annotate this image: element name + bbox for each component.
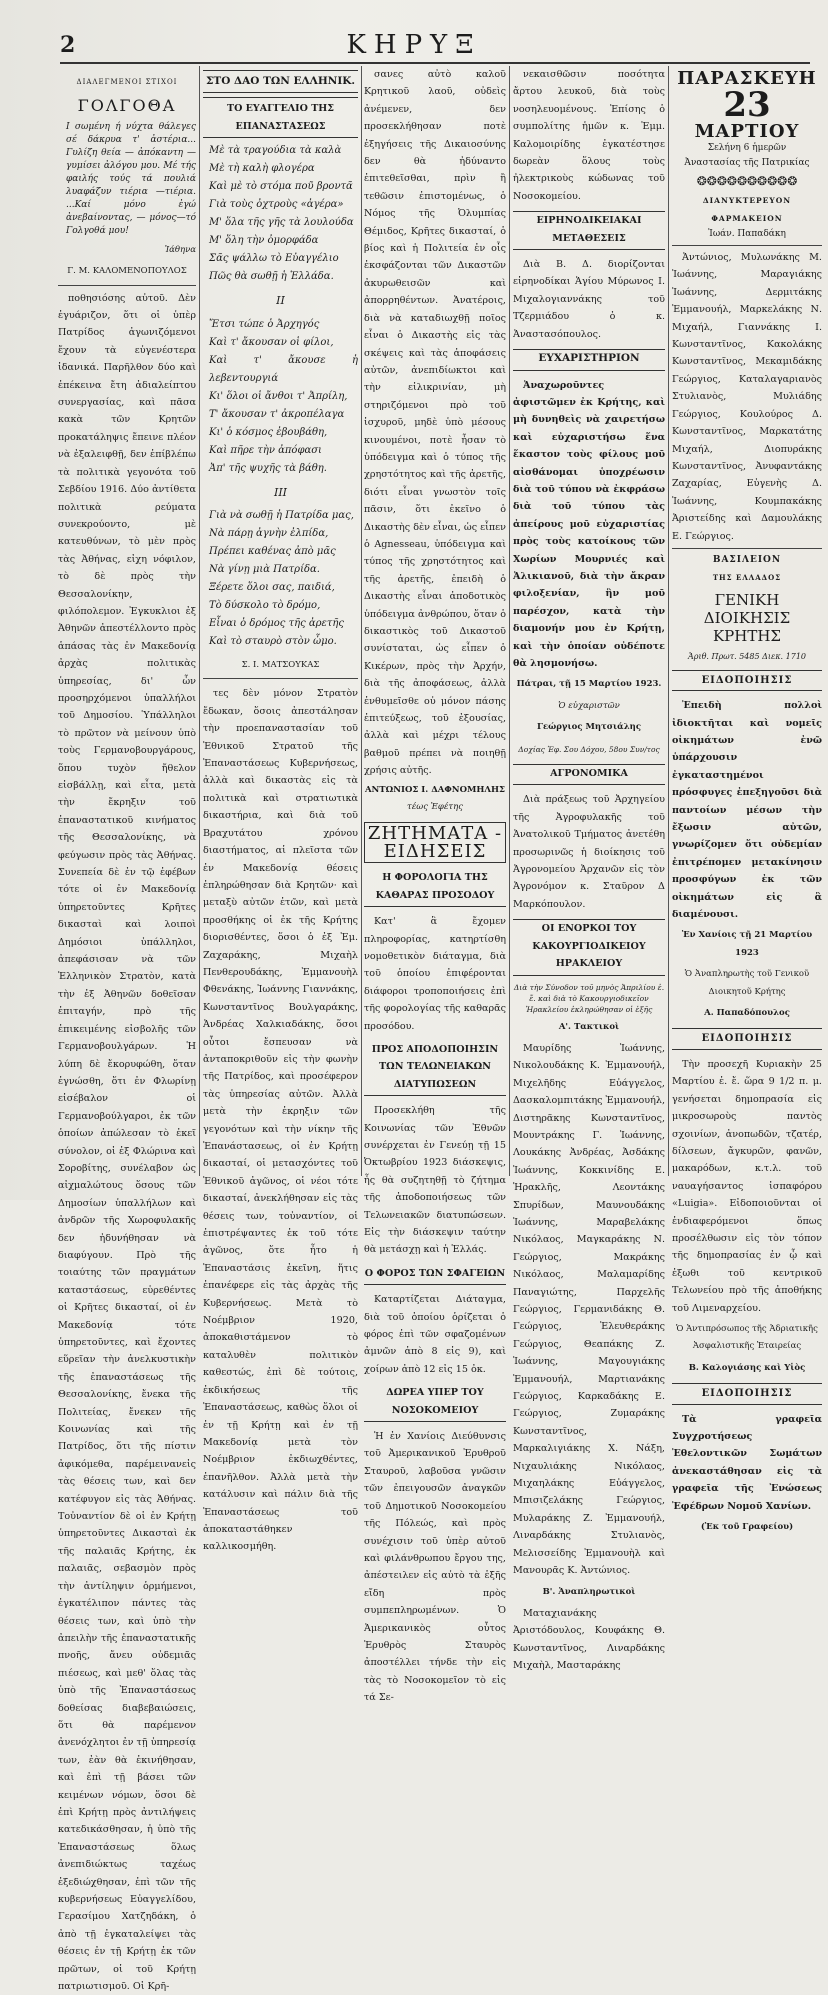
news-head: Ο ΦΟΡΟΣ ΤΩΝ ΣΦΑΓΕΙΩΝ [364,1265,506,1285]
news-body: Διὰ πράξεως τοῦ Ἀρχηγείου τῆς Ἀγροφυλακῆς τοῦ Ἀνατολικοῦ Τμήματος ἀνετέθη προσωρινῶς ἡ διοίκησις τοῦ Ἀγρονομείου Ἀρχανῶν εἰς τὸν Ἀγρονόμον κ. Σταῦρον Δ Μαρκόπουλον. [513,794,665,910]
section-header: ΣΤΟ ΔΑΟ ΤΩΝ ΕΛΛΗΝΙΚ. [203,70,358,93]
notice-head: ΕΙΔΟΠΟΙΗΣΙΣ [672,1383,822,1404]
news-note: Διὰ τὴν Σύνοδον τοῦ μηνὸς Ἀπριλίου ἐ. ἔ. καὶ διὰ τὸ Κακουργιοδικεῖον Ἡρακλείου ἐκληρώθησαν οἱ ἑξῆς [513,982,665,1014]
pharmacy-name: Ἰωάν. Παπαδάκη [708,229,786,240]
column-3 [364,66,506,1704]
article-body: ποθησιόσης αὐτοῦ. Δὲν ἐγυάριζον, ὅτι οἱ ὑπὲρ Πατρίδος ἀγωνιζόμενοι ἔχουν τὰ εὐγενέστερα ἰδανικά. Παρῆλθον δύο καὶ ἐπέκεινα ἔτη ἀδιαλείπτου συνεργασίας, καὶ πᾶσα κακὰ τῶν Κρητῶν προκατάληψις ἔπεινε πλέον νὰ ἐξαλειφθῇ, δεν ἐπίβλέπω τὰ πολιτικὰ γεγονότα τοῦ Σεβδίου 1916. Δύο ἀντίθετα πολιτικὰ ρεύματα συνεκρούοντο, μὲ κατευθύνων, τὸ μὲν πρὸς τὰς Ἀθήνας, εἰχη νόφιλον, τὸ δὲ πρὸς τὴν Θεσσαλονίκην, φιλόπολεμον. Ἐγκυκλιοι ἐξ Ἀθηνῶν ἀπεστέλλοντο πρὸς ἁπάσας τὰς ἐν Μακεδονίᾳ ἀρχὰς πολιτικὰς ὑπηρεσίας, δι' ὧν προσηρχόμενοι ὑπαλλήλοι τοῦ Δημοσίου. Ὑπάλληλοι τὸ πρῶτον νὰ μείνουν ὑπὸ τοὺς Γερμανοβουργάρους, ὅπου τυχὸν ἤθελον εἰσβάλλῃ, καὶ εἶτα, μετὰ τὴν ἔκρηξιν τοῦ ἐπαναστατικοῦ κινήματος τῆς Θεσσαλονίκης, νὰ φεύγωσιν πρὸς τὰς Ἀθήνας. Συνεπεία δὲ ἐν τῷ ἐφέβων τότε οἱ ἐν Μακεδονίᾳ ὑπηρετοῦντες Κρῆτες δικασταὶ καὶ λοιποὶ Δημόσιοι ὑπάλληλοι, ἀπεφάσισαν νὰ τῶν Ἑλληνικὸν Στρατὸν, κατὰ τὴν ἐξ Ἀθηνῶν δοθεῖσαν ἐπιταγήν, πρὸ τῆς ἐπικειμένης εἰσβολῆς τῶν Γερμανοβουλγάρων. Ἡ λύπη δὲ ἔκορυφώθη, ὅταν ἐγνώσθη, ὅτι ἐν Φλωρίνῃ εἰσέβαλον οἱ Γερμανοβούλγαροι, ἐκ τῶν ὁποίων ἀπώλεσαν τὸ ἐκεῖ σύνολον, οἱ ἐξ Φλώρινα καὶ Σοροβίτης, συνέλαβον ὡς αἰχμαλώτους ὅσους τῶν Δημοσίων ὑπαλλήλων καὶ ἀνδρῶν τῆς Χωροφυλακῆς δεν ἠδυνήθησαν νὰ διαφύγουν. Πρὸ τῆς τοιαύτης τῶν πραγμάτων καταστάσεως, εὑρεθέντες οἱ Κρῆτες δικασταί, οἱ ἐν Μακεδονίᾳ τότε ὑπηρετοῦντες, καὶ ἔχοντες εὕρεῖαν τὴν ἀνελκυστικὴν τῆς ἐπαναστάσεως τῆς Θεσσαλονίκης, ἔνεκα τῆς Πολιτείας, ἔνεκεν τῆς Κοινωνίας καὶ τῆς Πατρίδος, ὅτι τῆς πίστιν ἀφικόμεθα, παρέμεινανεἰς τὰς θέσεις των, καὶ δεν κατέφυγον εἰς τὰς Ἀθήνας. Τοὐναντίον δὲ οἱ ἐν Κρήτῃ ὑπηρετοῦντες Δικασταὶ ἐκ τῆς παλαιᾶς Κρήτης, ἐκ παλαιᾶς, σεβασμὸν πρὸς τὴν ἀντίληψιν ὁρμήμενοι, ἐγκατέλιπον πάντες τὰς θέσεις των, καὶ ὑπὸ τὴν ἀπειλὴν τῆς ἐπαναστατικῆς πνοῆς, ἄνευ οὐδεμιᾶς πιέσεως, καὶ μεθ' ὅλας τὰς ὑπὸ τῆς Ἐπαναστάσεως δοθείσας διαβεβαιώσεις, ὅτι θὰ παρέμενον ἀνενόχλητοι ἐν τῇ ὑπηρεσίᾳ των, ἐὰν θὰ ἐκινήθησαν, καὶ ἐπὶ τῇ βάσει τῶν κειμένων νόμων, ὅσοι δὲ ἐπὶ Κρήτῃ πρὸς ἀντιλήψεις κατεδικάσθησαν, ἡ ὑπὸ τῆς Ἐπαναστάσεως ὅλως ἀνεπιδιώκτως ταχέως ἐξεδιώχθησαν, ἐπὶ τῶν τῆς κυβερνήσεως Εὐαγγελίδου, Γερασίμου Χατζηδάκη, ὁ ἀπὸ τῇ ἐγκαταλείψει τὰς θέσεις ἐν τῇ Κρήτῃ ἐκ τῶν πρῶτων, οἱ τοῦ Κρήτῃ πατριωτισμοῦ. Οἱ Κρῆ- [58,292,196,1993]
juror-list: Ἀντώνιος, Μυλωνάκης Μ. Ἰωάννης, Μαραγιάκης Ἰωάννης, Δερμιτάκης Ἐμμανουήλ, Μαρκελάκης Ν. Μιχαήλ, Γιαννάκης Ι. Κωνσταντῖνος, Κακολάκης Κωνσταντῖνος, Μεκαμιδάκης Γεώργιος, Καταλαγαριανὸς Στυλιανὸς, Μυλιάδης Γεώργιος, Κουλούρος Δ. Κωνσταντῖνος, Μαρκατάτης Μιχαήλ, Διοπυράκης Κωνσταντῖνος, Ἀνυφαντάκης Ζαχαρίας, Εὐγενὴς Δ. Ἰωάννης, Κουμπακάκης Ἀριστείδης καὶ Δαμουλάκης Ε. Γεώργιος. [672,252,822,542]
poem-stanza: Μὲ τὰ τραγούδια τὰ καλὰ Μὲ τὴ καλὴ φλογέρα Καὶ μὲ τὸ στόμα ποῦ βροντᾶ Γιὰ τοὺς ὀχτροὺς «ἀγέρα» Μ' ὅλα τῆς γῆς τὰ λουλούδα Μ' ὅλη τὴν ὀμορφάδα Σᾶς ψάλλω τὸ Εὐαγγέλιο Πῶς θὰ σωθῇ ἡ Ἑλλάδα. [209,145,354,283]
kingdom-label: ΤΗΣ ΕΛΛΑΔΟΣ [712,573,782,583]
notice-signoff: Ὁ Ἀναπληρωτὴς τοῦ Γενικοῦ Διοικητοῦ Κρήτης [684,969,810,997]
pharmacy-head: ΔΙΑΝΥΚΤΕΡΕΥΟΝ ΦΑΡΜΑΚΕΙΟΝ [702,196,792,223]
news-body: Διὰ Β. Δ. διορίζονται εἰρηνοδίκαι Ἁγίου Μύρωνος Ι. Μιχαλογιαννάκης τοῦ Τζερμιάδου ὁ κ. Ἀναστασόπουλος. [513,259,665,340]
news-head: Η ΦΟΡΟΛΟΓΙΑ ΤΗΣ ΚΑΘΑΡΑΣ ΠΡΟΣΟΔΟΥ [364,869,506,907]
column-4 [513,66,665,1672]
poem-title: ΤΟ ΕΥΑΓΓΕΛΙΟ ΤΗΣ ΕΠΑΝΑΣΤΑΣΕΩΣ [203,97,358,138]
stanza-number: ΙΙΙ [273,485,288,499]
column-1 [58,66,196,1993]
notice-body: Τὴν προσεχῆ Κυριακὴν 25 Μαρτίου ἐ. ἔ. ὥρα 9 1/2 π. μ. γενήσεται δημοπρασία εἰς μικροσωροὺς παντὸς σχοινίων, ἀνοπωδῶν, τζατέρ, δίλσεων, ἄγκυρῶν, φανῶν, μακαρόδων, κ.τ.λ. τοῦ ναυαγήσαντος ἰσπαφόρου «Luigia». Εἰδοποιοῦνται οἱ ἐνδιαφερόμενοι ὅπως προσέλθωσιν εἰς τὸν τόπον τῆς δημοπρασίας ἐν ᾧ καὶ ἐξωθι τοῦ κεντρικοῦ Τελωνείου πρὸ τῆς ἀποθήκης τοῦ Λιμεναρχείου. [672,1058,822,1314]
news-subhead: Α'. Τακτικοὶ [558,1021,620,1032]
news-body: Μαυρίδης Ἰωάννης, Νικολουδάκης Κ. Ἐμμανουήλ, Μιχελῆδης Εὐάγγελος, Δασκαλομπιτάκης Ἐμμανουήλ, Διστηρᾶκης Κωνσταντῖνος, Μουντράκης Γ. Ἰωάννης, Λουκάκης Ἀνδρέας, Ἀσδάκης Ἰωάννης, Κοκκινίδης Ε. Ἡρακλῆς, Λεοντάκης Σπυρίδων, Μαυνουδάκης Ἰωάννης, Μαραβελάκης Νικόλαος, Μαγκαράκης Ν. Γεώργιος, Μακράκης Νικόλαος, Μαλαμαρίδης Παναγιώτης, Παρχελῆς Γεώργιος, Γερμανιδάκης Θ. Γεώργιος, Ἐλευθεράκης Γεώργιος, Θεαπάκης Ζ. Ἰωάννης, Μαγουγιάκης Ἐμμανουήλ, Μαρτιανάκης Γεώργιος, Καρκαδάκης Ε. Γεώργιος, Ζυμαράκης Κωνσταντῖνος, Μαρκαλιγιάκης Χ. Νάξη, Νιχαυλιάκης Νικόλαος, Μιχαηλάκης Εὐάγγελος, Μπισιζελάκης Γεώργιος, Μυλαράκης Ζ. Ἐμμανουήλ, Λιναρδάκης Στυλιανὸς, Μελισσείδης Ἐμμανουὴλ καὶ Μανουρᾶς Κ. Ἀντώνιος. [513,1042,665,1577]
date-month: ΜΑΡΤΙΟΥ [694,121,800,143]
date-number: 23 [723,85,771,126]
article-body: σανες αὐτὸ καλοῦ Κρητικοῦ λαοῦ, οὐδεὶς ἀνέμενεν, δεν προσεκλήθησαν ποτὲ ἐξηγήσεις τῆς Δικαιοσύνης δεν θὰ ἠδύναντο ἐπιτεθεῖσθαι, πρὶν ἢ τεθῶσιν ἐπιστομένως, ὁ Νόμος τῆς Ὀλυμπίας Θέμιδος, Κρῆτες δικασταί, ὁ βίος καὶ ἡ Πολιτεία ἐν οἷς ἐκσφάζονται τῶν Δικαστῶν ἀκυρωθεισῶν καὶ ἀπορρηθέντων. Ἀνατέροις, διὰ νὰ καταδιωχθῇ ποῖος εἶναι ὁ Δικαστὴς εἰς τὰς σκέψεις καὶ τὰς ἀποφάσεις αὐτῶν, ἀνεπιδίωκτοι καὶ τὴν εἰλικρινίαν, μὴ στηριζόμενοι πρὸ τοῦ ἰσχυροῦ, μηδὲ ὑπὸ μέσους κινουμένοι, ποτὲ ἦσαν τὸ ὑπόδειγμα καὶ ὁ τύπος τῆς χρηστότητος καὶ τῆς ἀρετῆς, διότι εἶναι γνωστὸν τοῖς πᾶσιν, ὅτι ἐκεῖνο ὁ Δικαστὴς δὲν εἶναι, ὡς εἶπεν ὁ Agnesseau, ὑπόδειγμα καὶ τύπος τῆς χρηστότητος καὶ τῆς ἀρετῆς, ἐπειδὴ ὁ Δικαστὴς εἶναι ἀποδοτικὸς ὑπόδειγμα ἀνθρώπου, ὅταν ὁ δικαστικὸς τοῦ Δικαστοῦ συνίσταται, ὡς εἶπεν ὁ Κικέρων, πρὸς τὴν Ἀρχήν, διὰ τῆς ἀποφάσεως, ἀλλὰ ἐνθυμεῖσθε οὐ μόνον πάσης ἐπιτεύξεως, τοῦ ἐξουσίας, ἀλλὰ καὶ μέχρι τέλους βαθμοῦ πρέπει νὰ ποιηθῇ χρήσις αὐτῆς. [364,69,506,777]
poem-stanza: Γιὰ νὰ σωθῇ ἡ Πατρίδα μας, Νὰ πάρῃ ἀγνὴν ἐλπίδα, Πρέπει καθένας ἀπὸ μᾶς Νὰ γίνῃ μιὰ Πατρίδα. Ξέρετε ὅλοι σας, παιδιά, Τὸ δύσκολο τὸ δρόμο, Εἶναι ὁ δρόμος τῆς ἀρετῆς Καὶ τὸ σταυρὸ στὸν ὦμο. [209,510,354,648]
notice-head: ΕΙΔΟΠΟΙΗΣΙΣ [672,1028,822,1049]
date-day: ΠΑΡΑΣΚΕΥΗ [677,68,817,89]
newspaper-title: ΚΗΡΥΞ [346,30,482,60]
notice-head: ΕΙΔΟΠΟΙΗΣΙΣ [672,670,822,691]
article-body: τες δὲν μόνον Στρατὸν ἔδωκαν, ὅσοις ἀπεστάλησαν τὴν προεπαναστασίαν τοῦ Ἐθνικοῦ Στρατοῦ τῆς Ἐπαναστάσεως Κυβερνήσεως, ἀλλὰ καὶ δικαστὰς εἰς τὰ πολιτικὰ καὶ στρατιωτικὰ δικαστήρια, καὶ διὰ τοῦ Βραχυτάτου χρόνου διαστήματος, αἱ πλεῖστα τῶν ἐν Μακεδονίᾳ θέσεις ἐπληρώθησαν διὰ Κρητῶν· καὶ μεταξὺ αὐτῶν ἐτῶν, καὶ μετὰ προσθήκης οἱ ἐκ τῆς Κρήτης διορισθέντες, ὅσοι ὁ ἐξ Ἐμ. Ζαχαράκης, Μιχαὴλ Πενθερουδάκης, Ἐμμανουὴλ Φθενάκης, Ἰωάννης Γιαννάκης, Κωνσταντῖνος Βουλγαράκης, Ἀνδρέας Χαλκιαδάκης, ὅσοι οὗτοι ἔσπευσαν νὰ ἀνταποκριθοῦν εἰς τὴν φωνὴν τῆς Πατρίδος, καὶ προσέφερον τὰς ὑπηρεσίας αὐτῶν. Ἀλλὰ μετὰ τὴν ἐκρηξιν τῶν γεγονότων καὶ τὴν νίκην τῆς Ἐπανάστασεως, οἱ ἐν Κρήτῃ δικασταί, οἱ μετασχόντες τοῦ Ἐθνικοῦ ἀγῶνος, οἱ νέοι τότε δικασταί, ἀνεκλήθησαν εἰς τὰς θέσεις των, τοὐναντίον, οἱ ἐπιστρέψαντες ἐκ τοῦ τότε ἀγῶνος, ὅτε ἦτο ἡ Ἐπαναστάσις ἐκεῖνη, ἥτις ἐπανέφερε εἰς τὰς ἀρχὰς τῆς Κυβερνήσεως. Μετὰ τὸ Νοέμβριον 1920, ἀποκαθιστάμενον τὸ καταλυθὲν πολιτικὸν καθεστώς, ἐπὶ δὲ τούτοις, ἐκδικήσεως τῆς Ἐπαναστάσεως, καθὼς ὅλοι οἱ ἐν τῇ Κρήτῃ καὶ ἐν τῇ Μακεδονίᾳ μετὰ τὸν Νοέμβριον ἐκδιωχθέντες, ἐπανῆλθον. Ἀλλὰ μετὰ τὴν κατάλυσιν καὶ πάλιν διὰ τῆς Ἐπαναστάσεως τοῦ ἀποκαταστάθηκεν καλλικοσμήθη. [203,688,358,1553]
notice-date: Ἐν Χανίοις τῇ 21 Μαρτίου 1923 [681,930,813,958]
ornament-border: ❂❂❂❂❂❂❂❂❂❂ [696,173,798,188]
stanza-number: ΙΙ [276,294,285,308]
news-head: ΑΓΡΟΝΟΜΙΚΑ [513,764,665,785]
notice-signoff: (Ἐκ τοῦ Γραφείου) [700,1522,794,1533]
poem-verse: Ι σωμένη ή νύχτα θάλεγες σέ δάκρυα τ' ἀστέρια... Γυλίζη θεία — ἀπόκαντη — γυμίσει ἀλόγου μου. Μέ τής φαιλής τούς τά πουλιά λυαφάζυν τιέρια —τιέρια. ...Καί μόνο ἐγώ ἀνεβαίνοντας, — μόνος—τό Γολγοθά μου! [66,121,196,236]
page-number: 2 [60,32,76,58]
column-divider [509,66,510,1176]
poem-kicker: ΔΙΑΛΕΓΜΕΝΟΙ ΣΤΙΧΟΙ [76,78,178,86]
letter-name: Γεώργιος Μητσιάλης [536,722,642,733]
saint-of-day: Ἀναστασίας τῆς Πατρικίας [684,157,810,168]
kingdom-label: ΒΑΣΙΛΕΙΟΝ [712,554,782,565]
column-divider [668,66,669,1176]
notice-body: Ἐπειδὴ πολλοὶ ἰδιοκτῆται καὶ νομεῖς οἰκημάτων ἐνῶ ὑπάρχουσιν ἐγκαταστημένοι πρόσφυγες ἐπεξηγοῦσι διὰ παντοίων μέσων τὴν ἔξωσιν αὐτῶν, γνωρίζομεν ὅτι οὐδεμίαν ἐπιτρέπομεν μετακίνησιν προσφύγων ἐκ τῶν οἰκημάτων εἰς ἃ διαμένουσι. [672,700,822,921]
authority-title: ΚΡΗΤΗΣ [712,626,782,645]
poem-author: Γ. Μ. ΚΑΛΟΜΕΝΟΠΟΥΛΟΣ [67,266,187,277]
letter-date: Πάτραι, τῇ 15 Μαρτίου 1923. [516,679,662,690]
news-body: νεκαισθῶσιν ποσότητα ἄρτου λευκοῦ, διὰ τοὺς νοσηλευομένους. Ἐπίσης ὁ συμπολίτης ἡμῶν κ. Ἐμμ. Καλομοιρίδης ἐγκατέστησε δωρεὰν ὅλους τοὺς ἠλεκτρικοὺς κώδωνας τοῦ Νοσοκομείου. [513,69,665,202]
news-head: ΔΩΡΕΑ ΥΠΕΡ ΤΟΥ ΝΟΣΟΚΟΜΕΙΟΥ [364,1384,506,1422]
poem-note: Ἰάθηνα [164,244,196,255]
news-body: Ματαχιανάκης Ἀριστόδουλος, Κουφάκης Θ. Κωνσταντῖνος, Λιναρδάκης Μιχαὴλ, Μασταράκης [513,1607,665,1672]
moon-phase: Σελήνη 6 ἡμερῶν [707,142,787,153]
news-subhead: Β'. Ἀναπληρωτικοὶ [542,1586,636,1597]
news-head: ΠΡΟΣ ΑΠΟΔΟΠΟΙΗΣΙΝ ΤΩΝ ΤΕΛΩΝΕΙΑΚΩΝ ΔΙΑΤΥΠΩΣΕΩΝ [364,1041,506,1096]
notice-name: Α. Παπαδόπουλος [704,1008,790,1019]
news-body: Ἀναχωροῦντες ἀφιστῶμεν ἐκ Κρήτης, καὶ μὴ δυνηθεὶς νὰ χαιρετήσω καὶ εὐχαριστήσω ἕνα ἕκαστον τοὺς φίλους μοῦ αἰσθάνομαι ὑποχρέωσιν διὰ τοῦ τύπου νὰ ἐκφράσω διὰ τοῦ τύπου τὰς ἀπείρους μοῦ εὐχαριστίας πρὸς τοὺς κατοίκους τῶν Χωρίων Μουρνιές καὶ Ἀλικιανοῦ, διὰ τὴν ἄκραν φιλοξενίαν, ἣν μοῦ παρέσχον, κατὰ τὴν διαμονήν μου ἐν Κρήτῃ, καὶ τὴν ὁποίαν οὐδέποτε θὰ λησμονήσω. [513,379,665,669]
poem-title: ΓΟΛΓΟΘΑ [77,96,177,116]
authority-title: ΓΕΝΙΚΗ ΔΙΟΙΚΗΣΙΣ [703,590,791,627]
section-title: ΖΗΤΗΜΑΤΑ - ΕΙΔΗΣΕΙΣ [364,822,506,863]
notice-body: Τὰ γραφεῖα Συγχροτήσεως Ἐθελοντικῶν Σωμάτων ἀνεκαστάθησαν εἰς τὰ γραφεῖα τῆς Ἐνώσεως Ἐφέδρων Νομοῦ Χανίων. [672,1413,822,1512]
article-author: ΑΝΤΩΝΙΟΣ Ι. ΔΑΦΝΟΜΗΛΗΣ [364,784,506,795]
news-body: Προσεκλήθη τῆς Κοινωνίας τῶν Ἐθνῶν συνέρχεται ἐν Γενεύῃ τῇ 15 Ὀκτωβρίου 1923 διάσκεψις, ἧς θὰ συζητηθῇ τὸ ζήτημα τῆς ἀποδοποιήσεως τῶν Τελωνειακῶν διατυπώσεων. Εἰς τὴν διάσκεψιν ταύτην θὰ μετάσχῃ καὶ ἡ Ἑλλάς. [364,1105,506,1256]
ref-number: Ἀριθ. Πρωτ. 5485 Διεκ. 1710 [687,651,807,661]
news-body: Κατ' ἃ ἔχομεν πληροφορίας, κατηρτίσθη νομοθετικὸν διάταγμα, διὰ τοῦ ὁποίου ἐπιφέρονται διάφοροι τροποποιήσεις ἐπὶ τῆς φορολογίας τῆς καθαρᾶς προσόδου. [364,916,506,1032]
column-divider [361,66,362,1176]
letter-signoff: Ὁ εὐχαριστῶν [558,700,620,711]
news-body: Ἡ ἐν Χανίοις Διεύθυνσις τοῦ Ἀμερικανικοῦ Ἐρυθροῦ Σταυροῦ, λαβοῦσα γνῶσιν τῶν ἐπειγουσῶν ἀναγκῶν τοῦ Δημοτικοῦ Νοσοκομείου τῆς Πόλεώς, καὶ πρὸς συνέχισιν τοῦ ὑπὲρ αὐτοῦ καὶ φιλάνθρωπου ἔργου της, ἀπέστειλεν εἰς αὐτὸ τὰ ἑξῆς εἴδη πρὸς συμπεπληρωμένων. Ὁ Ἀμερικανικὸς οὗτος Ἐρυθρὸς Σταυρὸς ἀποστέλλει τήνδε τὴν εἰς τὰς τὸ Νοσοκομεῖον τὸ εἰς τά Σε- [364,1431,506,1704]
news-head: ΟΙ ΕΝΟΡΚΟΙ ΤΟΥ ΚΑΚΟΥΡΓΙΟΔΙΚΕΙΟΥ ΗΡΑΚΛΕΙΟΥ [513,919,665,975]
poem-author: Σ. Ι. ΜΑΤΣΟΥΚΑΣ [203,657,358,679]
notice-signoff: Ὁ Ἀντιπρόσωπος τῆς Ἀδριατικῆς Ἀσφαλιστικῆς Ἑταιρείας [676,1323,818,1352]
news-head: ΕΥΧΑΡΙΣΤΗΡΙΟΝ [513,349,665,370]
column-divider [199,66,200,1176]
column-2 [203,66,358,1553]
author-role: τέως Ἐφέτης [407,802,463,813]
news-head: ΕΙΡΗΝΟΔΙΚΕΙΑΚΑΙ ΜΕΤΑΘΕΣΕΙΣ [513,211,665,250]
notice-name: Β. Καλογιάσης καὶ Υἱὸς [688,1362,806,1373]
column-5 [672,66,822,1533]
header-rule [60,62,810,64]
letter-role: Δοχίας Ἐφ. Σου Δόχου, 58ου Συν/τος [518,744,660,754]
poem-stanza: Ἔτσι τώπε ὁ Ἀρχηγός Καὶ τ' ἄκουσαν οἱ φίλοι, Καὶ τ' ἄκουσε ἡ λεβεντουργιά Κι' ὅλοι οἱ ἄνθοι τ' Ἀπρίλη, Τ' ἄκουσαν τ' ἀκροπέλαγα Κι' ὁ κόσμος ἐβουβάθη, Καὶ πῆρε τὴν ἀπόφασι Ἀπ' τῆς ψυχῆς τὰ βάθη. [209,318,358,474]
news-body: Καταρτίζεται Διάταγμα, διὰ τοῦ ὁποίου ὁρίζεται ὁ φόρος ἐπὶ τῶν σφαζομένων ἀμνῶν ἀπὸ 8 εἰς 9), καὶ χοίρων ἀπὸ 12 εἰς 15 ὀκ. [364,1294,506,1375]
